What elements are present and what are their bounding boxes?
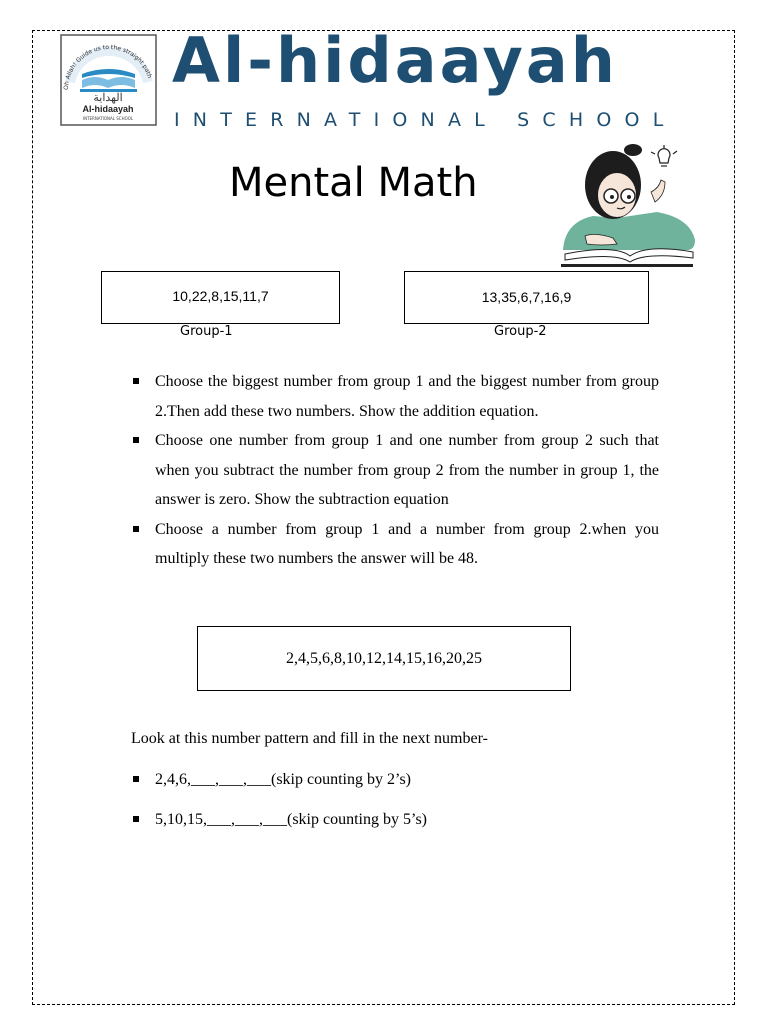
task-item: Choose the biggest number from group 1 and the biggest number from group 2.Then add these two numbers. Show the addition equation.	[131, 367, 659, 426]
pattern-list	[131, 765, 427, 845]
task-item: Choose one number from group 1 and one number from group 2 such that when you subtract the number from group 2 from the number in group 1, the answer is zero. Show the subtraction equation	[131, 426, 659, 515]
sequence-numbers: 2,4,5,6,8,10,12,14,15,16,20,25	[286, 649, 482, 667]
pattern-instruction: Look at this number pattern and fill in the next number-	[131, 730, 488, 747]
group-1-numbers-box	[101, 271, 340, 324]
group-2-numbers: 13,35,6,7,16,9	[481, 288, 572, 305]
school-subtitle: INTERNATIONAL SCHOOL	[174, 109, 677, 131]
svg-text:الهداية: الهداية	[93, 91, 123, 104]
task-item: Choose a number from group 1 and a number from group 2.when you multiply these two numbers the answer will be 48.	[131, 515, 659, 574]
logo-sub: INTERNATIONAL SCHOOL	[82, 116, 134, 121]
girl-thinking-icon	[555, 140, 700, 270]
sequence-box	[197, 626, 571, 691]
group-1-label: Group-1	[180, 324, 233, 339]
pattern-item: 2,4,6,___,___,___(skip counting by 2’s)	[131, 765, 427, 794]
school-name: Al-hidaayah	[172, 24, 618, 97]
logo-name: Al-hidaayah	[82, 104, 134, 114]
school-logo	[60, 34, 157, 126]
pattern-item: 5,10,15,___,___,___(skip counting by 5’s)	[131, 805, 427, 834]
logo-motto: Oh Allah! Guide us to the straight path	[62, 43, 154, 91]
group-2-label: Group-2	[494, 324, 547, 339]
group-1-numbers: 10,22,8,15,11,7	[172, 287, 269, 304]
group-2-numbers-box	[404, 271, 649, 324]
task-list	[131, 367, 659, 574]
page-title: Mental Math	[229, 160, 478, 206]
